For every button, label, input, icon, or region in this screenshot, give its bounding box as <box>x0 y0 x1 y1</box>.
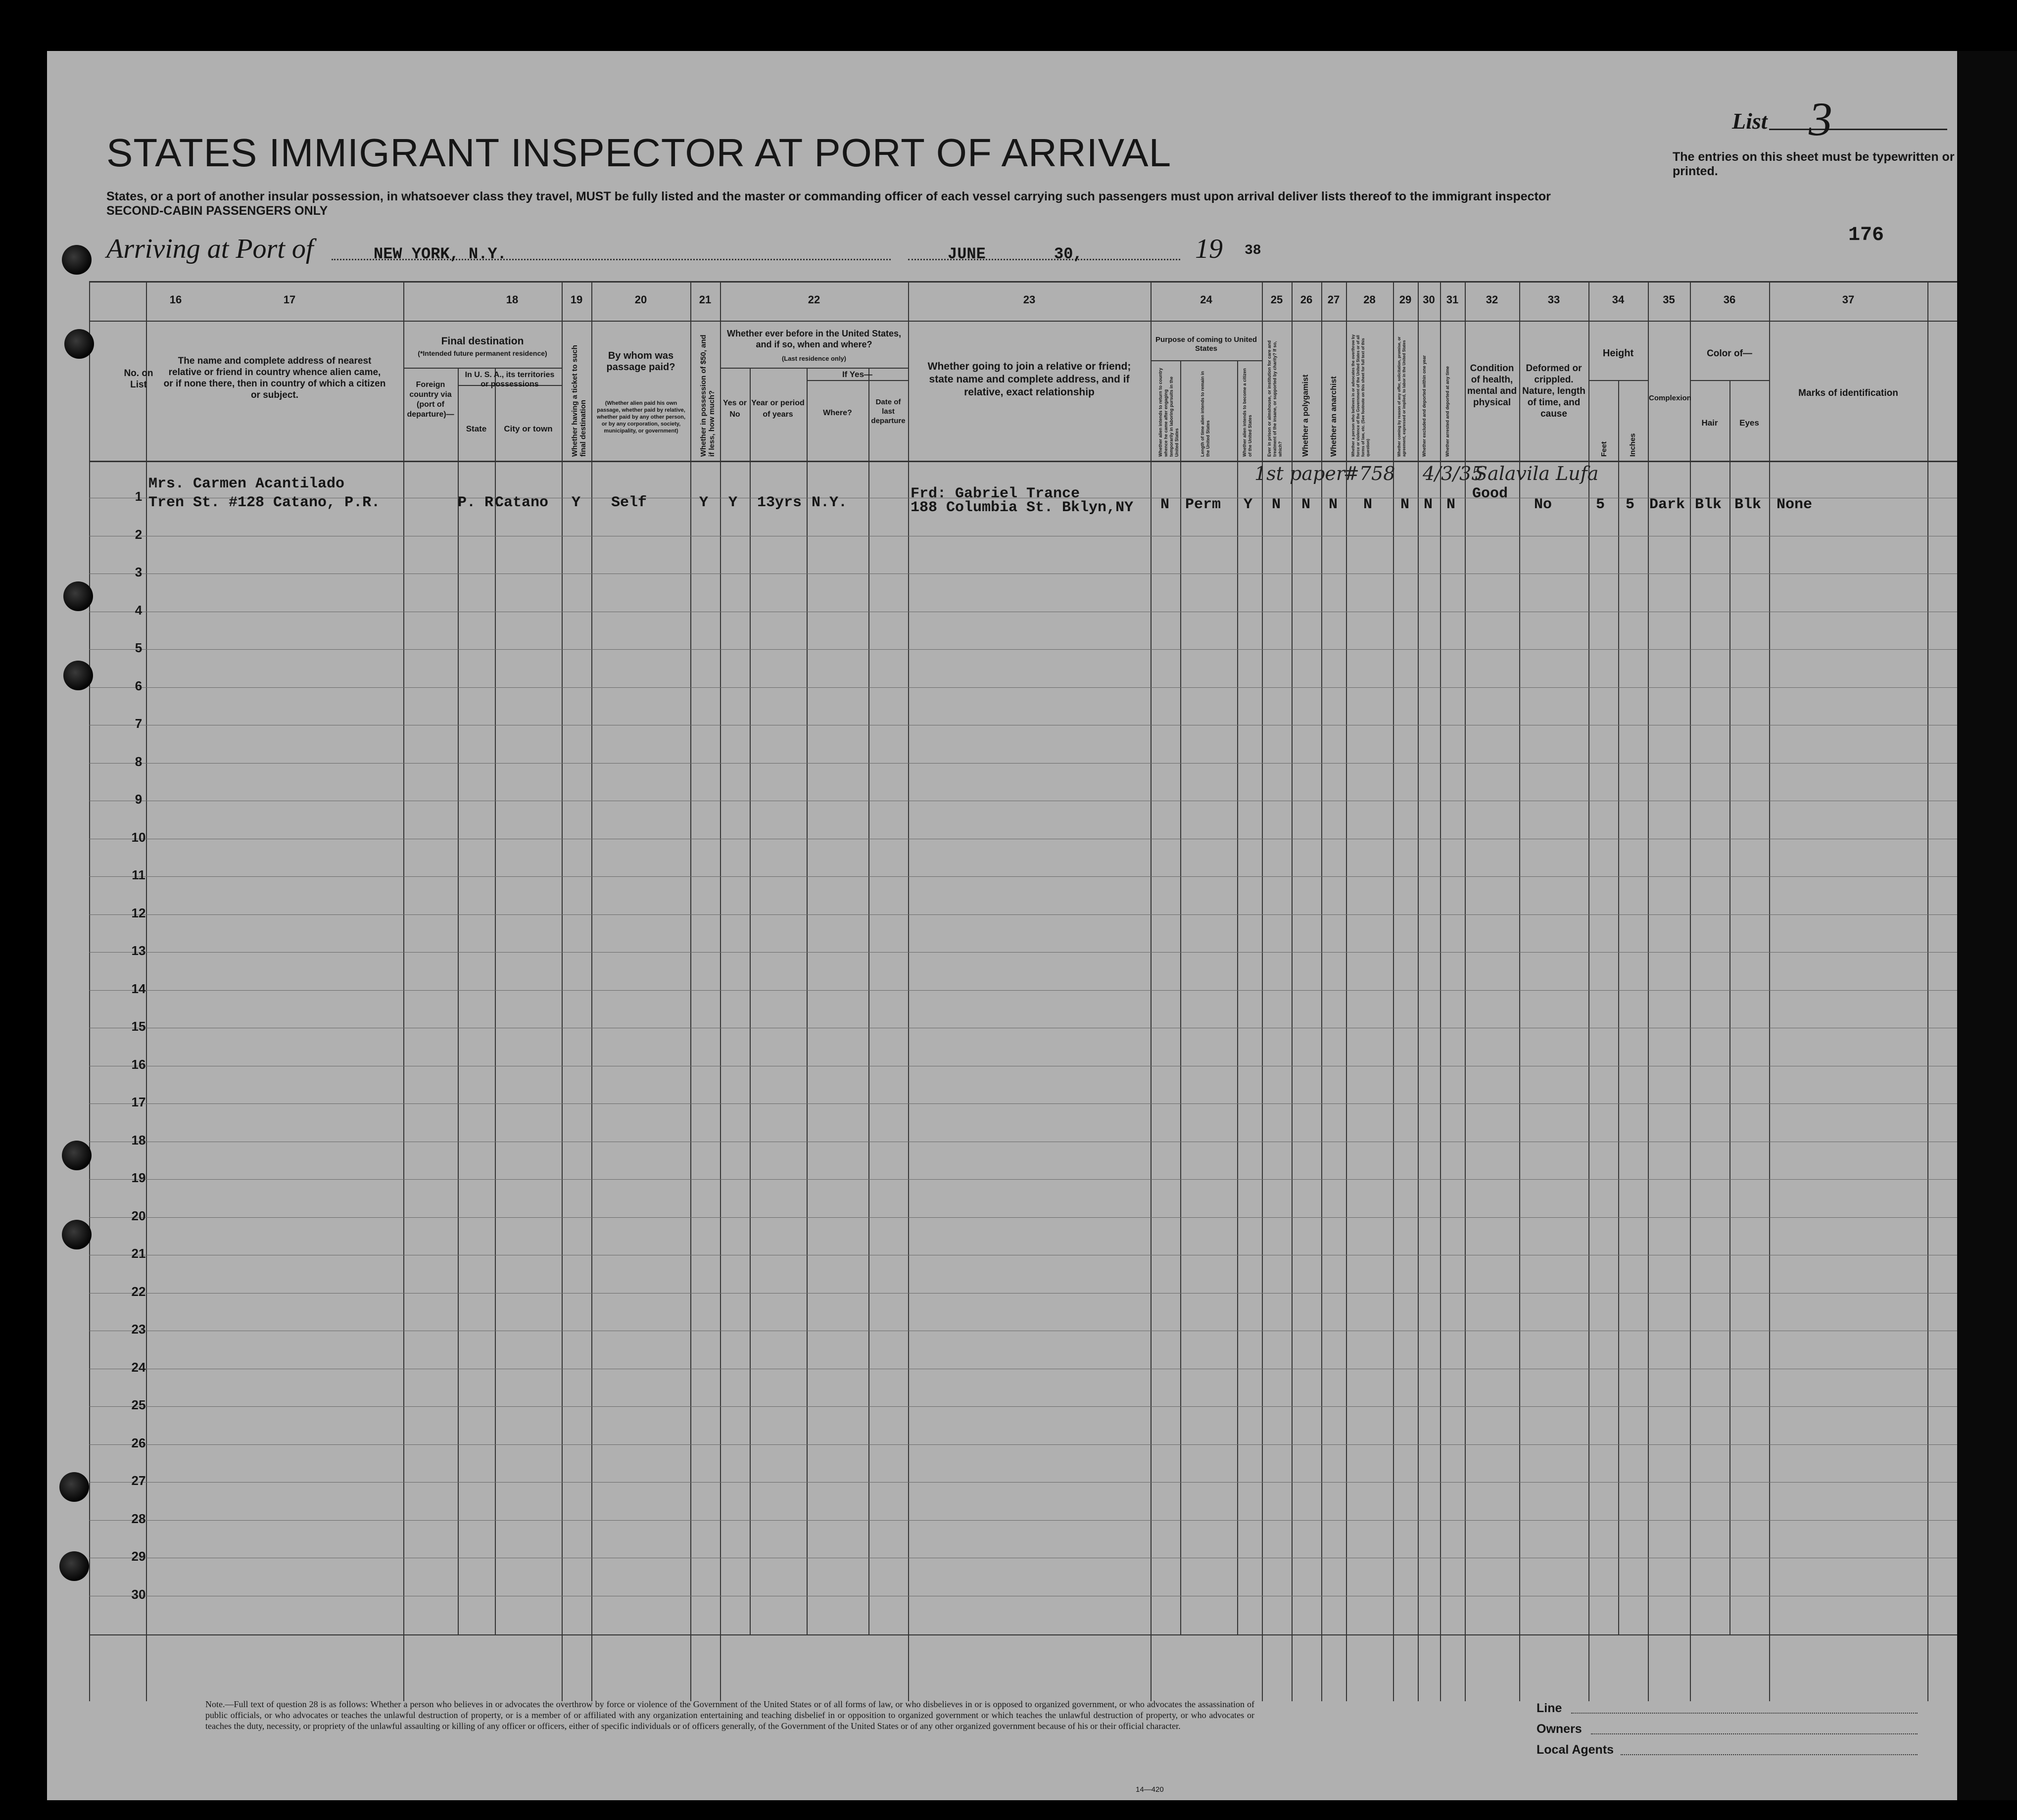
entry-period: 13yrs <box>757 494 802 511</box>
col-rule <box>1418 281 1419 1701</box>
col-rule <box>1440 281 1441 1701</box>
row-number: 26 <box>131 1436 146 1450</box>
col-number: 26 <box>1300 293 1313 306</box>
entry-c29: N <box>1400 496 1410 513</box>
entry-eyes: Blk <box>1734 496 1762 513</box>
page-edge <box>1957 51 2017 1800</box>
punch-hole <box>59 1551 89 1581</box>
header-feet: Feet <box>1600 441 1608 457</box>
col-number: 33 <box>1547 293 1560 306</box>
header-city: City or town <box>504 424 553 433</box>
col-number: 31 <box>1446 293 1459 306</box>
form-title: STATES IMMIGRANT INSPECTOR AT PORT OF ARRIVAL <box>106 131 1172 175</box>
col-number: 18 <box>506 293 519 306</box>
col-number: 27 <box>1327 293 1340 306</box>
col-number: 19 <box>570 293 583 306</box>
col-number: 37 <box>1842 293 1855 306</box>
col-number: 28 <box>1363 293 1376 306</box>
col-rule <box>1465 281 1466 1701</box>
header-marks: Marks of identification <box>1798 388 1898 398</box>
row-number: 28 <box>131 1511 146 1526</box>
col-rule <box>1262 281 1263 1701</box>
manifest-sheet <box>47 51 1957 1800</box>
header-color-of: Color of— <box>1707 348 1752 359</box>
header-deformed: Deformed or crippled. Nature, length of time, and cause <box>1522 363 1585 419</box>
header-year-period: Year or period of years <box>751 399 805 419</box>
col-rule <box>1519 281 1520 1701</box>
header-c30: Whether excluded and deported within one year <box>1422 355 1427 457</box>
header-ever-before-note: (Last residence only) <box>781 355 847 362</box>
list-label: List <box>1732 108 1768 134</box>
col-rule <box>1690 281 1691 1701</box>
serial-number: 176 <box>1848 224 1884 246</box>
col-rule <box>1648 281 1649 1701</box>
header-height: Height <box>1602 348 1634 359</box>
header-nearest-relative: The name and complete address of nearest relative or friend in country whence alien came, or if none there, then in country of which a citizen or subject. <box>163 356 386 400</box>
sub-rule <box>1151 360 1262 361</box>
row-number: 8 <box>135 754 143 769</box>
header-c27: Whether an anarchist <box>1330 376 1338 457</box>
col-rule <box>1393 281 1394 1701</box>
row-number: 18 <box>131 1133 146 1148</box>
row-rule <box>89 1217 1957 1218</box>
row-number: 24 <box>131 1360 146 1375</box>
row-rule <box>89 1520 1957 1521</box>
year-prefix: 19 <box>1195 234 1223 264</box>
col-rule <box>562 281 563 1701</box>
entry-ever-before: Y <box>728 494 738 511</box>
entry-complexion: Dark <box>1649 496 1685 513</box>
row-number: 5 <box>135 640 143 655</box>
header-c29: Whether coming by reason of any offer, solicitation, promise, or agreement, expressed or implied, to labor in the United States <box>1397 336 1406 457</box>
row-number: 10 <box>131 830 146 845</box>
col-rule <box>1769 281 1770 1701</box>
intro-line-2: SECOND-CABIN PASSENGERS ONLY <box>106 204 328 218</box>
col-rule <box>1729 380 1730 1634</box>
entry-state: P. R. <box>458 494 503 511</box>
day-value: 30, <box>1054 245 1083 263</box>
entry-hair: Blk <box>1695 496 1722 513</box>
col-number: 22 <box>808 293 820 306</box>
row-number: 4 <box>135 603 143 618</box>
header-where: Where? <box>823 409 852 417</box>
col-number: 30 <box>1423 293 1435 306</box>
grid-bottom-rule <box>89 1634 1957 1635</box>
row-rule <box>89 687 1957 688</box>
header-yes-no: Yes or No <box>722 399 747 419</box>
hand-annotation-date: 4/3/35 <box>1423 463 1484 484</box>
sub-rule <box>403 368 562 369</box>
row-number: 12 <box>131 906 146 920</box>
col-number: 21 <box>699 293 712 306</box>
punch-hole <box>59 1472 89 1502</box>
entry-deformed: No <box>1534 496 1552 513</box>
col-number: 25 <box>1270 293 1283 306</box>
col-rule <box>720 281 721 1701</box>
header-inches: Inches <box>1629 433 1637 457</box>
footer-line-label: Line <box>1537 1701 1562 1715</box>
header-complexion: Complexion <box>1649 394 1691 402</box>
footer-agents-label: Local Agents <box>1537 1743 1614 1757</box>
header-hair: Hair <box>1701 418 1718 428</box>
manifest-grid <box>47 51 1957 1800</box>
punch-hole <box>64 329 94 359</box>
entry-relative-line-1: Mrs. Carmen Acantilado <box>148 476 345 492</box>
entry-purpose-2: Perm <box>1185 496 1221 513</box>
header-date-departure: Date of last departure <box>871 398 906 425</box>
header-purpose-1: Whether alien intends to return to country whence he came after engaging temporarily in laboring pursuits in the United States <box>1158 368 1179 457</box>
col-number: 29 <box>1399 293 1412 306</box>
header-c31: Whether arrested and deported at any time <box>1445 366 1450 457</box>
entry-where: N.Y. <box>812 494 848 511</box>
col-number: 24 <box>1200 293 1212 306</box>
row-rule <box>89 1103 1957 1104</box>
port-value: NEW YORK, N.Y. <box>374 245 507 263</box>
row-number: 9 <box>135 792 143 807</box>
entry-purpose-1: N <box>1160 496 1170 513</box>
row-rule <box>89 1444 1957 1445</box>
hand-annotation-name: Salavila Lufa <box>1475 463 1599 484</box>
col-number: 16 <box>169 293 182 306</box>
col-number: 23 <box>1023 293 1036 306</box>
footnote-q28: Note.—Full text of question 28 is as follows: Whether a person who believes in or advocates the overthrow by force or violence of the Government of the United States or of all forms of law, or who disbelieves in or is opposed to organized government, or who advocates the assassination of public officials, or who advocates or teaches the unlawful destruction of property, or is a member of or affiliated with any organization entertaining and teaching disbelief in or opposition to organized government or which teaches the unlawful destruction of property, or who advocates or teaches the duty, necessity, or propriety of the unlawful assaulting or killing of any officer or officers, either of specific individuals or of officers generally, of the Government of the United States or of any other organized government because of his or their official character. <box>205 1699 1254 1731</box>
row-number: 14 <box>131 981 146 996</box>
header-foreign-country: Foreign country via (port of departure)— <box>407 381 454 419</box>
year-suffix: 38 <box>1245 243 1261 258</box>
header-no-on-list: No. on List <box>124 368 153 390</box>
entry-condition: Good <box>1472 485 1508 502</box>
row-rule <box>89 649 1957 650</box>
header-in-usa: In U. S. A., its territories or possessions <box>465 371 555 388</box>
row-number: 19 <box>131 1170 146 1185</box>
row-number: 1 <box>135 489 143 504</box>
col-rule <box>1618 380 1619 1634</box>
row-number: 20 <box>131 1208 146 1223</box>
col-number: 35 <box>1663 293 1675 306</box>
entry-c30: N <box>1424 496 1433 513</box>
footer-agents-field <box>1621 1754 1918 1755</box>
col-rule <box>591 281 592 1701</box>
header-bottom-rule <box>89 461 1957 462</box>
hand-annotation-number: #758 <box>1344 463 1395 484</box>
row-number: 6 <box>135 678 143 693</box>
footer-owners-field <box>1591 1733 1918 1734</box>
entry-join-line-1: Frd: Gabriel Trance <box>911 485 1080 502</box>
row-number: 16 <box>131 1057 146 1072</box>
header-purpose-2: Length of time alien intends to remain in the United States <box>1200 371 1210 457</box>
col-rule <box>1292 281 1293 1701</box>
header-eyes: Eyes <box>1739 418 1759 428</box>
col-number: 36 <box>1723 293 1736 306</box>
header-if-yes: If Yes— <box>842 370 873 379</box>
row-rule <box>89 952 1957 953</box>
arriving-label: Arriving at Port of <box>106 234 314 264</box>
header-ever-before: Whether ever before in the United States, and if so, when and where? <box>726 329 902 349</box>
col-rule <box>690 281 691 1701</box>
sub-rule <box>1690 380 1769 381</box>
row-number: 2 <box>135 527 143 542</box>
entry-c26: N <box>1301 496 1311 513</box>
row-number: 3 <box>135 565 143 579</box>
sub-rule <box>1588 380 1648 381</box>
col-rule <box>1237 360 1238 1634</box>
row-number: 17 <box>131 1095 146 1109</box>
entry-purpose-3: Y <box>1244 496 1253 513</box>
form-number: 14—420 <box>1136 1785 1164 1794</box>
entry-marks: None <box>1777 496 1813 513</box>
col-number: 34 <box>1612 293 1625 306</box>
punch-hole <box>62 1141 92 1170</box>
month-value: JUNE <box>948 245 986 263</box>
punch-hole <box>62 245 92 275</box>
row-rule <box>89 1179 1957 1180</box>
header-condition: Condition of health, mental and physical <box>1467 363 1517 408</box>
header-state: State <box>466 424 487 433</box>
header-ticket: Whether having a ticket to such final destination <box>571 345 587 457</box>
header-possession: Whether in possession of $50, and if less, how much? <box>699 335 716 457</box>
intro-line-1: States, or a port of another insular possession, in whatsoever class they travel, MUST be fully listed and the master or commanding officer of each vessel carrying such passengers must upon arrival deliver lists thereof to the immigrant inspector <box>106 190 1551 203</box>
entry-city: Catano <box>495 494 549 511</box>
col-rule <box>1180 360 1181 1634</box>
entry-feet: 5 <box>1596 496 1605 513</box>
col-number: 17 <box>283 293 296 306</box>
row-number: 30 <box>131 1587 146 1602</box>
entry-c31: N <box>1446 496 1456 513</box>
header-purpose-3: Whether alien intends to become a citizen of the United States <box>1242 368 1252 457</box>
row-rule <box>89 1482 1957 1483</box>
entry-ticket: Y <box>572 494 581 511</box>
punch-hole <box>63 661 93 690</box>
header-purpose: Purpose of coming to United States <box>1155 335 1257 353</box>
punch-hole <box>62 1220 92 1249</box>
col-rule <box>1927 281 1928 1701</box>
row-rule <box>89 1406 1957 1407</box>
header-by-whom: By whom was passage paid? <box>606 350 675 373</box>
entries-note: The entries on this sheet must be typewritten or printed. <box>1673 150 1955 178</box>
row-number: 15 <box>131 1019 146 1034</box>
footer-line-field <box>1571 1713 1918 1714</box>
punch-hole <box>63 581 93 611</box>
header-c26: Whether a polygamist <box>1301 374 1310 457</box>
row-number: 21 <box>131 1246 146 1261</box>
row-rule <box>89 990 1957 991</box>
entry-join-line-2: 188 Columbia St. Bklyn,NY <box>911 499 1134 516</box>
header-final-destination-note: (*Intended future permanent residence) <box>418 349 547 357</box>
colnum-rule <box>89 321 1957 322</box>
row-rule <box>89 876 1957 877</box>
col-number: 32 <box>1486 293 1498 306</box>
row-number: 29 <box>131 1549 146 1564</box>
row-number: 13 <box>131 943 146 958</box>
row-number: 22 <box>131 1284 146 1299</box>
entry-c27: N <box>1329 496 1338 513</box>
row-number: 25 <box>131 1397 146 1412</box>
entry-relative-line-2: Tren St. #128 Catano, P.R. <box>148 494 381 511</box>
grid-top-rule <box>89 281 1957 283</box>
header-final-destination: Final destination <box>441 335 524 347</box>
row-number: 11 <box>132 867 145 882</box>
row-number: 7 <box>135 716 143 731</box>
col-rule <box>89 281 90 1701</box>
col-rule <box>1346 281 1347 1701</box>
header-c28: Whether a person who believes in or advocates the overthrow by force or violence of the Government of the United States or of all forms of law, etc. (See footnote on this sheet for full text of this question) <box>1351 334 1370 457</box>
sub-rule <box>807 380 908 381</box>
header-join-relative: Whether going to join a relative or friend; state name and complete address, and if relative, exact relationship <box>927 361 1131 398</box>
entry-inches: 5 <box>1626 496 1635 513</box>
footer-owners-label: Owners <box>1537 1722 1582 1736</box>
col-rule <box>1588 281 1589 1701</box>
col-rule <box>908 281 909 1701</box>
row-rule <box>89 763 1957 764</box>
row-rule <box>89 914 1957 915</box>
row-number: 23 <box>131 1322 146 1337</box>
list-number: 3 <box>1809 93 1832 145</box>
col-number: 20 <box>634 293 647 306</box>
entry-c28: N <box>1363 496 1373 513</box>
entry-c25: N <box>1272 496 1281 513</box>
header-c25: Ever in prison or almshouse, or institution for care and treatment of the insane, or supported by charity? If so, which? <box>1267 340 1283 457</box>
entry-has-50: Y <box>699 494 709 511</box>
row-number: 27 <box>131 1473 146 1488</box>
col-rule <box>1151 281 1152 1701</box>
entry-paid-by: Self <box>611 494 647 511</box>
header-by-whom-note: (Whether alien paid his own passage, whether paid by relative, whether paid by any other person, or by any corporation, society, municipality, or government) <box>596 400 686 434</box>
col-rule <box>403 281 404 1701</box>
col-rule <box>1321 281 1322 1701</box>
hand-annotation-paper: 1st paper <box>1254 463 1345 484</box>
